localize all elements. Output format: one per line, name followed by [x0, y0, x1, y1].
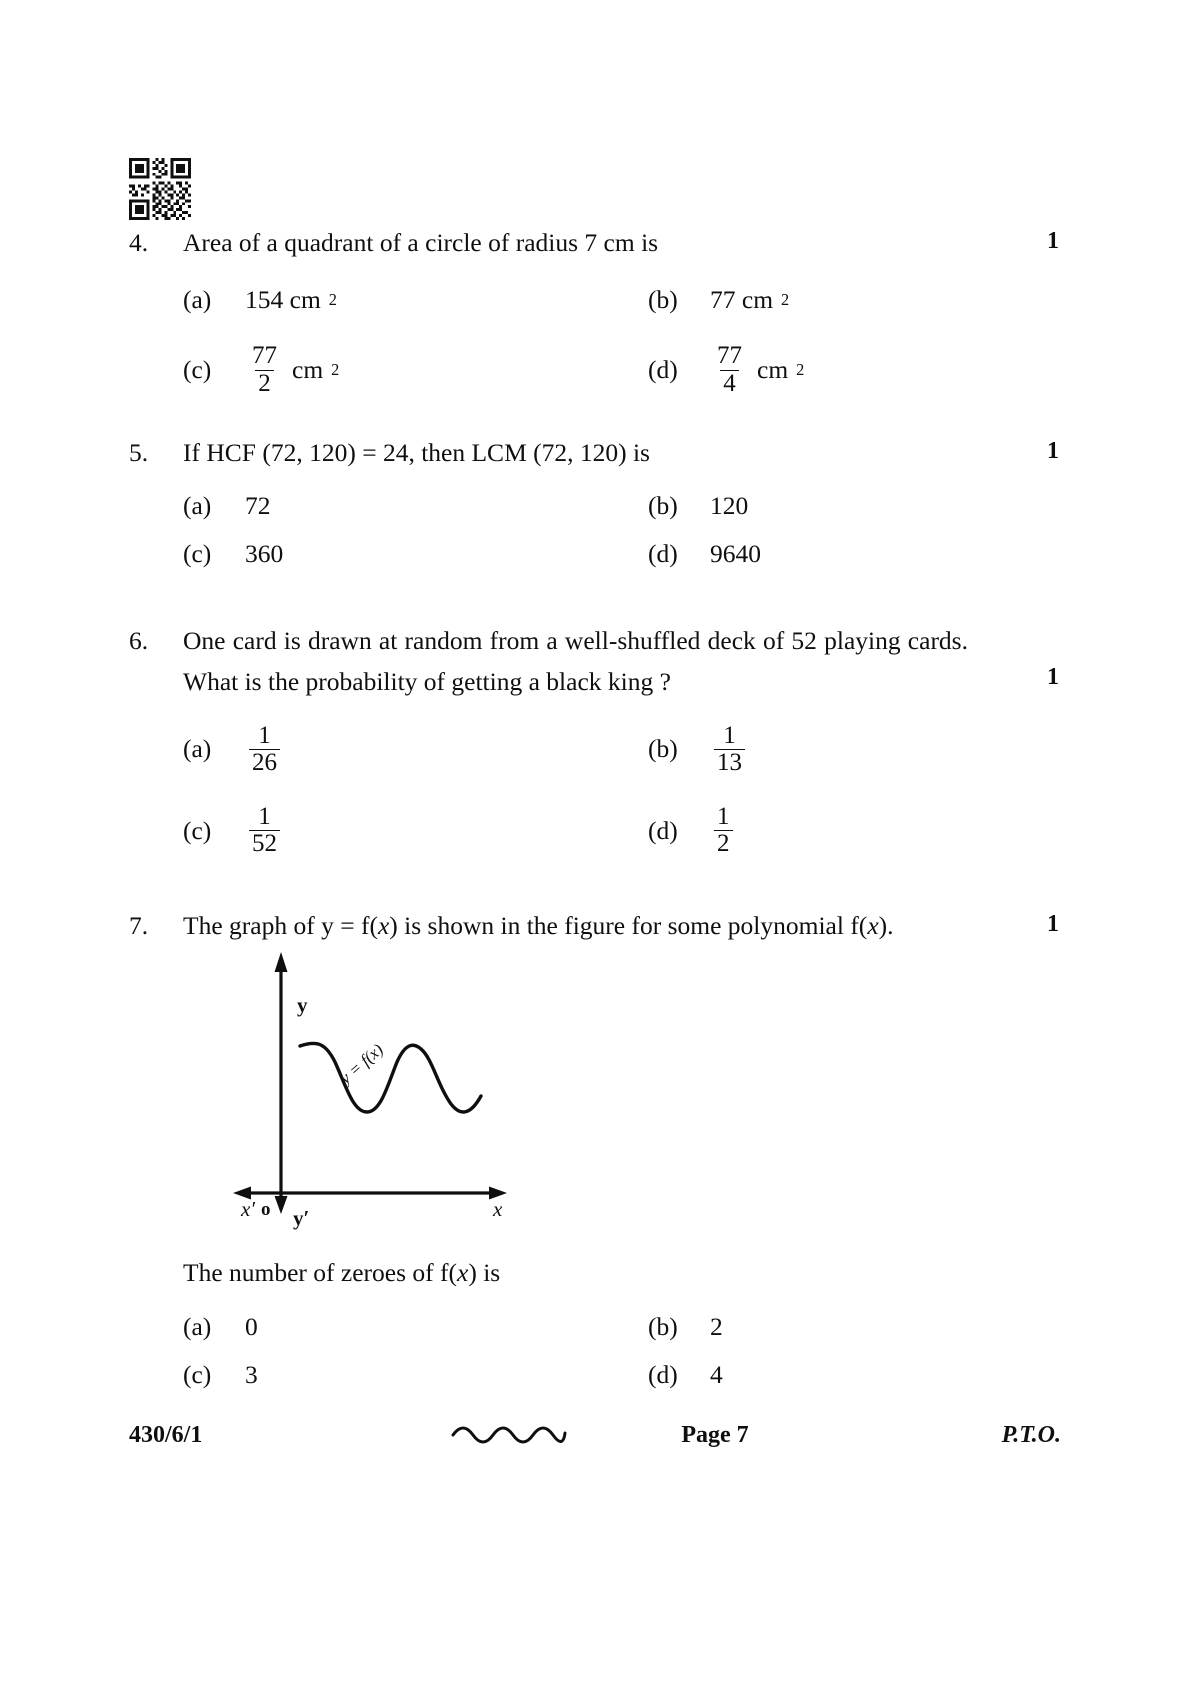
fraction-numerator: 1 — [258, 721, 271, 749]
question-5-number: 5. — [129, 438, 149, 467]
option-text: 77 cm — [710, 285, 774, 315]
paper-code: 430/6/1 — [129, 1421, 203, 1448]
fraction-numerator: 77 — [252, 342, 277, 370]
option-tag: (c) — [183, 815, 212, 845]
option-tag: (d) — [648, 1360, 678, 1389]
fraction-denominator: 2 — [714, 830, 733, 857]
option-4-c[interactable] — [183, 343, 648, 397]
option-tag: (b) — [648, 734, 678, 764]
y-axis-arrowhead — [275, 952, 288, 972]
page-footer — [129, 1415, 1061, 1455]
question-6 — [129, 620, 1059, 858]
question-7-subprompt-wrap — [183, 1258, 1059, 1390]
fraction — [245, 723, 284, 777]
option-row — [183, 491, 1059, 521]
subprompt-part1: The number of zeroes of f( — [183, 1258, 458, 1287]
option-tag: (b) — [648, 285, 678, 315]
option-4-d[interactable] — [648, 343, 1059, 397]
option-6-b[interactable] — [648, 723, 1059, 777]
question-5-options — [183, 491, 1059, 569]
option-value — [245, 804, 284, 858]
question-4-options — [183, 285, 1059, 397]
option-tag: (d) — [648, 539, 678, 569]
option-value: $\frac{77}{2}$ cm 2 — [245, 343, 339, 397]
option-6-d[interactable] — [648, 804, 1059, 858]
option-7-c[interactable] — [183, 1360, 648, 1390]
option-tag: (b) — [648, 491, 678, 521]
subprompt-part2: ) is — [468, 1258, 501, 1287]
option-tag: (a) — [183, 285, 212, 315]
option-7-d[interactable] — [648, 1360, 1059, 1390]
option-tag: (a) — [183, 734, 212, 764]
fraction — [710, 804, 737, 858]
question-6-options — [183, 723, 1059, 858]
option-tag: (d) — [648, 815, 678, 845]
question-7-var1: x — [377, 911, 390, 940]
pto-label: P.T.O. — [1001, 1421, 1061, 1448]
option-row — [183, 1312, 1059, 1342]
question-7-subprompt — [183, 1258, 1059, 1288]
polynomial-curve — [300, 1043, 481, 1112]
option-value: 120 — [710, 491, 749, 521]
fraction-denominator: 4 — [720, 370, 739, 397]
option-tag: (d) — [648, 355, 678, 385]
option-value: 3 — [245, 1360, 258, 1389]
fraction-numerator: 1 — [258, 803, 271, 831]
question-6-heading — [129, 620, 1059, 703]
option-tag: (c) — [183, 355, 212, 385]
option-value: 77 cm 2 — [710, 285, 790, 315]
fraction-denominator: 26 — [249, 749, 280, 776]
option-value: 154 cm 2 — [245, 285, 337, 315]
fraction-denominator: 13 — [714, 749, 745, 776]
option-5-b[interactable] — [648, 491, 1059, 521]
question-5 — [129, 432, 1059, 569]
question-7-heading — [129, 905, 1059, 946]
option-tag: (c) — [183, 1360, 212, 1389]
question-7-text-part2: ) is shown in the figure for some polynomial f( — [389, 911, 868, 940]
y-negative-axis-label: y′ — [293, 1206, 310, 1230]
question-4-heading — [129, 222, 1059, 263]
option-value: 0 — [245, 1312, 258, 1341]
option-5-a[interactable] — [183, 491, 648, 521]
question-5-text: If HCF (72, 120) = 24, then LCM (72, 120) is — [183, 438, 650, 467]
origin-label: o — [261, 1199, 271, 1220]
x-axis-label: x — [493, 1197, 503, 1221]
question-4-number: 4. — [129, 228, 149, 257]
option-value — [710, 804, 737, 858]
option-5-d[interactable] — [648, 539, 1059, 569]
fraction — [245, 804, 284, 858]
question-6-marks: 1 — [1047, 664, 1059, 690]
option-value: 2 — [710, 1312, 723, 1341]
option-6-a[interactable] — [183, 723, 648, 777]
fraction — [245, 343, 284, 397]
fraction — [710, 723, 749, 777]
option-tag: (b) — [648, 1312, 678, 1341]
option-value — [710, 723, 749, 777]
option-unit: cm — [757, 355, 789, 385]
question-7 — [129, 905, 1059, 946]
question-4-marks: 1 — [1047, 228, 1059, 254]
option-value: $\frac{77}{4}$ cm 2 — [710, 343, 804, 397]
question-4 — [129, 222, 1059, 397]
question-6-text: One card is drawn at random from a well-shuffled deck of 52 playing cards. What is the probability of getting a black king ? — [183, 626, 968, 697]
question-5-marks: 1 — [1047, 438, 1059, 464]
question-7-text — [183, 905, 1059, 946]
option-7-a[interactable] — [183, 1312, 648, 1342]
fraction-numerator: 1 — [717, 803, 730, 831]
option-tag: (c) — [183, 539, 212, 569]
option-row — [183, 539, 1059, 569]
fraction-numerator: 1 — [723, 721, 736, 749]
option-4-a[interactable] — [183, 285, 648, 315]
option-5-c[interactable] — [183, 539, 648, 569]
option-unit: cm — [292, 355, 324, 385]
option-value — [245, 723, 284, 777]
option-4-b[interactable] — [648, 285, 1059, 315]
qr-code-icon — [129, 158, 191, 220]
subprompt-var: x — [457, 1258, 469, 1287]
option-value: 72 — [245, 491, 271, 521]
option-row — [183, 804, 1059, 858]
option-value: 360 — [245, 539, 284, 569]
polynomial-graph-figure — [225, 993, 525, 1230]
question-7-marks: 1 — [1047, 911, 1059, 937]
y-axis-label: y — [297, 993, 308, 1017]
option-value: 9640 — [710, 539, 761, 569]
page-number: Page 7 — [681, 1421, 749, 1448]
fraction-denominator: 2 — [255, 370, 274, 397]
option-row — [183, 1360, 1059, 1390]
question-7-subblock — [129, 1258, 1059, 1390]
fraction — [710, 343, 749, 397]
question-5-heading — [129, 432, 1059, 473]
option-6-c[interactable] — [183, 804, 648, 858]
question-4-text: Area of a quadrant of a circle of radius 7 cm is — [183, 228, 659, 257]
question-7-text-part3: ). — [878, 911, 894, 940]
fraction-numerator: 77 — [717, 342, 742, 370]
option-tag: (a) — [183, 491, 212, 521]
option-row — [183, 285, 1059, 315]
question-6-number: 6. — [129, 626, 149, 655]
question-7-var2: x — [867, 911, 879, 940]
option-text: 154 cm — [245, 285, 321, 315]
fraction-denominator: 52 — [249, 830, 280, 857]
question-7-text-part1: The graph of y = f( — [183, 911, 378, 940]
option-tag: (a) — [183, 1312, 212, 1341]
option-row — [183, 343, 1059, 397]
option-7-b[interactable] — [648, 1312, 1059, 1342]
curve-label: y = f(x) — [335, 1039, 387, 1088]
question-7-number: 7. — [129, 911, 149, 940]
wave-divider-icon — [449, 1419, 569, 1452]
option-value: 4 — [710, 1360, 723, 1389]
x-negative-axis-label: x′ — [241, 1197, 255, 1221]
option-row — [183, 723, 1059, 777]
